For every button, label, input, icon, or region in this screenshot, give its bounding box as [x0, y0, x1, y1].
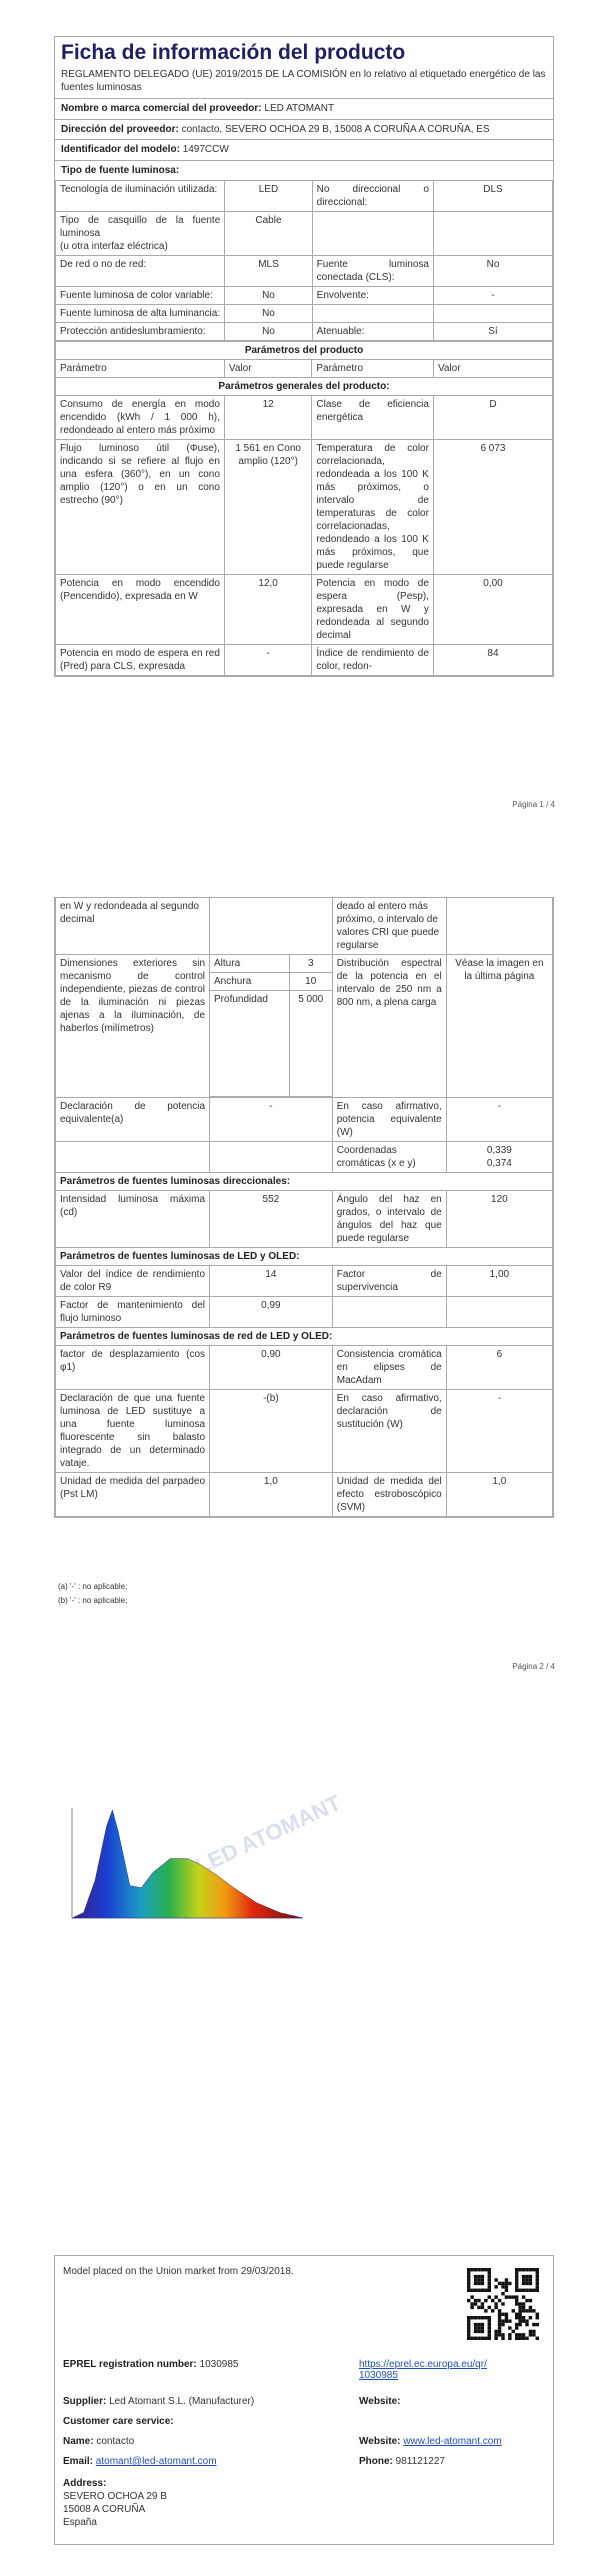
website-link[interactable]: www.led-atomant.com: [403, 2436, 502, 2447]
website-row: Website: www.led-atomant.com: [359, 2436, 502, 2447]
table-row: [56, 1098, 553, 1142]
table-row: [56, 1191, 553, 1248]
dimension-label: Anchura: [210, 973, 289, 991]
value-cell: 1 561 en Cono amplio (120°): [224, 440, 311, 575]
dimension-value: 5 000: [289, 991, 332, 1097]
label-cell: Intensidad luminosa máxima (cd): [56, 1191, 210, 1248]
dimension-row: [210, 991, 332, 1097]
table-row: [56, 1266, 553, 1297]
value-cell: -(b): [210, 1390, 333, 1473]
value-cell: [210, 1142, 333, 1173]
label-cell: Tecnología de iluminación utilizada:: [56, 181, 225, 212]
value-cell: 6: [446, 1346, 552, 1390]
customer-care-label: Customer care service:: [63, 2416, 174, 2427]
page-title: Ficha de información del producto: [61, 41, 406, 64]
dimension-value: 3: [289, 955, 332, 973]
label-cell: Clase de eficiencia energética: [312, 396, 434, 440]
eprel-link[interactable]: https://eprel.ec.europa.eu/qr/1030985: [359, 2359, 487, 2381]
value-cell: 1,00: [446, 1266, 552, 1297]
value-cell: 14: [210, 1266, 333, 1297]
eprel-number-row: EPREL registration number: 1030985: [63, 2359, 239, 2370]
label-cell: Índice de rendimiento de color, redon-: [312, 645, 434, 676]
label-cell: Temperatura de color correlacionada, redondeada a los 100 K más próximos, o intervalo de temperaturas de color correlacionadas, redondeado a los 100 K más próximos, que puede regularse: [312, 440, 434, 575]
dimension-row: [210, 955, 332, 973]
supplier-address-row: Dirección del proveedor: contacto, SEVERO OCHOA 29 B, 15008 A CORUÑA A CORUÑA, ES: [55, 119, 553, 140]
value-cell: 1,0: [446, 1473, 552, 1517]
source-type-table: [55, 180, 553, 341]
label-cell: Declaración de que una fuente luminosa de LED sustituye a una fuente luminosa fluorescente sin balasto integrado de un determinado vataje.: [56, 1390, 210, 1473]
value-cell: Cable: [225, 212, 312, 256]
email-link[interactable]: atomant@led-atomant.com: [95, 2456, 217, 2467]
continued-cell: [210, 898, 333, 955]
address-line-1: SEVERO OCHOA 29 B: [63, 2491, 167, 2502]
table-row: [56, 575, 553, 645]
regulation-intro: REGLAMENTO DELEGADO (UE) 2019/2015 DE LA COMISIÓN en lo relativo al etiquetado energético de las fuentes luminosas: [61, 69, 546, 93]
column-header: Valor: [224, 360, 311, 378]
website-label: Website:: [359, 2396, 401, 2407]
label-cell: Coordenadas cromáticas (x e y): [332, 1142, 446, 1173]
email-row: Email: atomant@led-atomant.com: [63, 2456, 217, 2467]
address-line-2: 15008 A CORUÑA: [63, 2504, 146, 2515]
dimension-label: Profundidad: [210, 991, 289, 1097]
info-sheet-page-1: [54, 36, 554, 677]
value-cell: 0,99: [210, 1297, 333, 1328]
value-cell: 6 073: [433, 440, 552, 575]
value-cell: -: [224, 645, 311, 676]
spectral-label: Distribución espectral de la potencia en el intervalo de 250 nm a 800 nm, a plena carga: [332, 955, 446, 1098]
contact-name-row: Name: contacto: [63, 2436, 135, 2447]
params-table: Parámetros del producto Parámetro Valor Parámetro Valor Parámetros generales del producto: Consumo de energía en modo encendido (kWh / 1 000 h), redondeado al entero más próximo 12 Clase de eficiencia energética D Flujo luminoso útil (Φuse), indicando si se refiere al flujo en una esfera (360°), en un cono amplio (120°) o en un cono estrecho (90°) 1 561 en Cono amplio (120°) Temperatura de color correlacionada, redondeada a los 100 K más próximos, o intervalo de temperaturas de color correlacionadas, redondeado a los 100 K más próximos, que puede regularse 6 073 Potencia en modo encendido (Pencendido), expresada en W 12,0 Potencia en modo de espera (Pesp), expresada en W y redondeada al segundo decimal 0,00 Potencia en modo de espera en red (Pred) para CLS, expresada - Índice de rendimiento de color, redon- 84: [55, 341, 553, 676]
label-cell: No direccional o direccional:: [312, 181, 433, 212]
label-cell: Envolvente:: [312, 287, 433, 305]
value-cell: D: [433, 396, 552, 440]
dimension-row: [210, 973, 332, 991]
market-date: Model placed on the Union market from 29/03/2018.: [63, 2266, 294, 2277]
value-cell: 84: [433, 645, 552, 676]
column-header: Parámetro: [56, 360, 225, 378]
footnote-b: (b) '-' : no aplicable;: [58, 1596, 128, 1605]
value-cell: No: [225, 323, 312, 341]
value-cell: 12,0: [224, 575, 311, 645]
spectral-value: Véase la imagen en la última página: [446, 955, 552, 1098]
source-type-title: Tipo de fuente luminosa:: [55, 160, 553, 181]
value-cell: No: [225, 305, 312, 323]
supplier-row: Supplier: Led Atomant S.L. (Manufacturer): [63, 2396, 255, 2407]
label-cell: Potencia en modo de espera en red (Pred) para CLS, expresada: [56, 645, 225, 676]
value-cell: DLS: [433, 181, 552, 212]
value-cell: Sí: [433, 323, 552, 341]
continued-cell: [446, 898, 552, 955]
value-cell: -: [446, 1390, 552, 1473]
value-cell: 0,00: [433, 575, 552, 645]
table-row: [56, 1390, 553, 1473]
value-cell: [433, 305, 552, 323]
label-cell: Unidad de medida del parpadeo (Pst LM): [56, 1473, 210, 1517]
value-cell: No: [225, 287, 312, 305]
value-cell: 0,90: [210, 1346, 333, 1390]
label-cell: [312, 305, 433, 323]
label-cell: Fuente luminosa conectada (CLS):: [312, 256, 433, 287]
table-row: [56, 287, 553, 305]
dimension-label: Altura: [210, 955, 289, 973]
label-cell: Flujo luminoso útil (Φuse), indicando si se refiere al flujo en una esfera (360°), en un cono amplio (120°) o en un cono estrecho (90°): [56, 440, 225, 575]
label-cell: Potencia en modo encendido (Pencendido), expresada en W: [56, 575, 225, 645]
value-cell: 1,0: [210, 1473, 333, 1517]
label-cell: [56, 1142, 210, 1173]
table-row: [56, 305, 553, 323]
label-cell: De red o no de red:: [56, 256, 225, 287]
label-cell: Unidad de medida del efecto estroboscópico (SVM): [332, 1473, 446, 1517]
label-cell: Factor de supervivencia: [332, 1266, 446, 1297]
value-cell: MLS: [225, 256, 312, 287]
value-cell: -: [433, 287, 552, 305]
value-cell: [446, 1297, 552, 1328]
value-cell: LED: [225, 181, 312, 212]
footnote-a: (a) '-' : no aplicable;: [58, 1582, 128, 1591]
address-line-3: España: [63, 2517, 97, 2528]
value-cell: 0,339 0,374: [446, 1142, 552, 1173]
label-cell: Atenuable:: [312, 323, 433, 341]
label-cell: factor de desplazamiento (cos φ1): [56, 1346, 210, 1390]
supplier-name-row: Nombre o marca comercial del proveedor: LED ATOMANT: [55, 98, 553, 119]
table-row: [56, 1297, 553, 1328]
value-cell: [433, 212, 552, 256]
eprel-info-box: [54, 2255, 554, 2545]
column-header: Parámetro: [312, 360, 434, 378]
table-row: [56, 1142, 553, 1173]
table-row: [56, 645, 553, 676]
label-cell: Consumo de energía en modo encendido (kWh / 1 000 h), redondeado al entero más próximo: [56, 396, 225, 440]
value-cell: -: [210, 1098, 333, 1142]
label-cell: En caso afirmativo, potencia equivalente (W): [332, 1098, 446, 1142]
label-cell: Factor de mantenimiento del flujo luminoso: [56, 1297, 210, 1328]
table-row: [56, 181, 553, 212]
info-sheet-page-2: en W y redondeada al segundo decimal deado al entero más próximo, o intervalo de valores CRI que puede regularse Dimensiones exteriores sin mecanismo de control independiente, piezas de control de la iluminación ni piezas ajenas a la iluminación, de haberlos (milímetros) Altura 3 Anchura 10 Profundidad 5 000 Distribución espectral de la potencia en el intervalo de 250 nm a 800 nm, a plena carga Véase la imagen en la última página Declaración de potencia equivalente(a) - En caso afirmativo, potencia equivalente (W) - Coordenadas cromáticas (x e y) 0,339 0,374 Parámetros de fuentes luminosas direccionales: Intensidad luminosa máxima (cd) 552 Ángulo del haz en grados, o intervalo de ángulos del haz que puede regularse 120 Parámetros de fuentes luminosas de LED y OLED: Valor del índice de rendimiento de color R9 14 Factor de supervivencia 1,00 Factor de mantenimiento del flujo luminoso 0,99 Parámetros de fuentes luminosas de red de LED y OLED: factor de desplazamiento (cos φ1) 0,90 Consistencia cromática en elipses de MacAdam 6 Declaración de que una fuente luminosa de LED sustituye a una fuente luminosa fluorescente sin balasto integrado de un determinado vataje. -(b) En caso afirmativo, declaración de sustitución (W) - Unidad de medida del parpadeo (Pst LM) 1,0 Unidad de medida del efecto estroboscópico (SVM) 1,0: [54, 897, 554, 1518]
value-cell: No: [433, 256, 552, 287]
table-row: [56, 396, 553, 440]
spectral-distribution-chart: [58, 1789, 345, 1930]
label-cell: Potencia en modo de espera (Pesp), expresada en W y redondeada al segundo decimal: [312, 575, 434, 645]
dimension-value: 10: [289, 973, 332, 991]
label-cell: Ángulo del haz en grados, o intervalo de ángulos del haz que puede regularse: [332, 1191, 446, 1248]
watermark-logo: LED ATOMANT: [191, 1789, 345, 1880]
label-cell: En caso afirmativo, declaración de sustitución (W): [332, 1390, 446, 1473]
page-number-2: Página 2 / 4: [512, 1662, 555, 1671]
phone-row: Phone: 981121227: [359, 2456, 445, 2467]
table-row: [56, 1473, 553, 1517]
label-cell: Tipo de casquillo de la fuente luminosa (u otra interfaz eléctrica): [56, 212, 225, 256]
dimensions-label: Dimensiones exteriores sin mecanismo de control independiente, piezas de control de la iluminación ni piezas ajenas a la iluminación, de haberlos (milímetros): [56, 955, 210, 1098]
continued-cell: deado al entero más próximo, o intervalo de valores CRI que puede regularse: [332, 898, 446, 955]
label-cell: Declaración de potencia equivalente(a): [56, 1098, 210, 1142]
label-cell: Fuente luminosa de alta luminancia:: [56, 305, 225, 323]
label-cell: [332, 1297, 446, 1328]
label-cell: Consistencia cromática en elipses de MacAdam: [332, 1346, 446, 1390]
column-header: Valor: [433, 360, 552, 378]
address-label: Address:: [63, 2478, 107, 2489]
label-cell: Valor del índice de rendimiento de color R9: [56, 1266, 210, 1297]
page-number-1: Página 1 / 4: [512, 800, 555, 809]
table-row: [56, 440, 553, 575]
table-row: [56, 212, 553, 256]
value-cell: 12: [224, 396, 311, 440]
model-row: Identificador del modelo: 1497CCW: [55, 139, 553, 160]
value-cell: 552: [210, 1191, 333, 1248]
table-row: [56, 1346, 553, 1390]
table-row: [56, 256, 553, 287]
value-cell: -: [446, 1098, 552, 1142]
label-cell: Fuente luminosa de color variable:: [56, 287, 225, 305]
label-cell: [312, 212, 433, 256]
label-cell: Protección antideslumbramiento:: [56, 323, 225, 341]
qr-code-icon[interactable]: [467, 2268, 539, 2340]
value-cell: 120: [446, 1191, 552, 1248]
continued-cell: en W y redondeada al segundo decimal: [56, 898, 210, 955]
table-row: [56, 323, 553, 341]
